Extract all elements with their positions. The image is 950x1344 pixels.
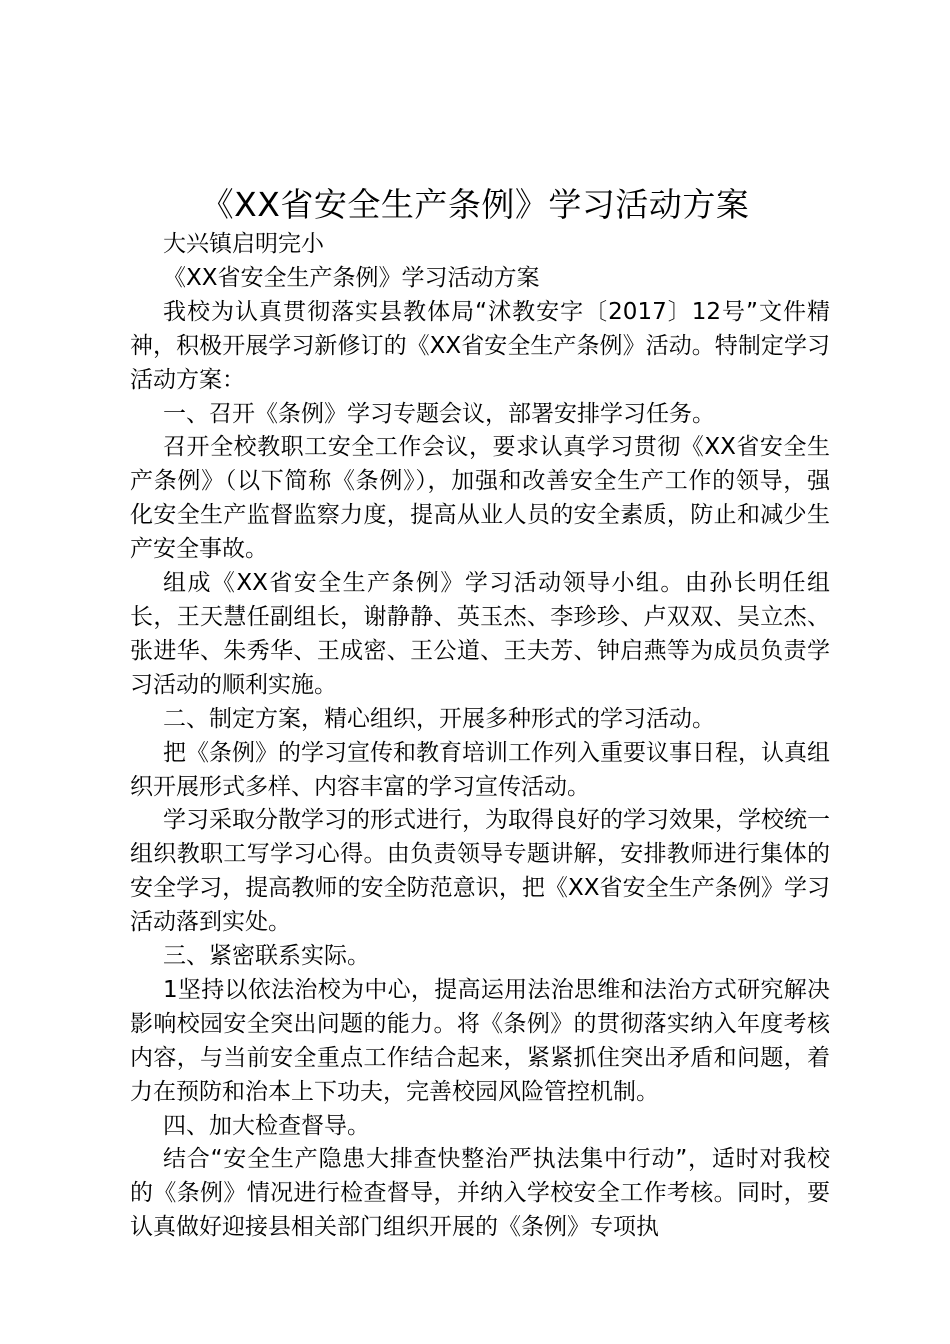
section-heading-4: 四、加大检查督导。 bbox=[163, 1112, 370, 1139]
subtitle: 《XX省安全生产条例》学习活动方案 bbox=[163, 264, 540, 291]
paragraph: 召开全校教职工安全工作会议，要求认真学习贯彻《XX省安全生产条例》（以下简称《条例》），加强和改善安全生产工作的领导，强化安全生产监督监察力度，提高从业人员的安全素质，防止和减少生产安全事故。 bbox=[130, 434, 830, 563]
document-body bbox=[130, 228, 830, 1245]
section-heading-2: 二、制定方案，精心组织，开展多种形式的学习活动。 bbox=[163, 705, 715, 732]
paragraph: 学习采取分散学习的形式进行，为取得良好的学习效果，学校统一组织教职工写学习心得。由负责领导专题讲解，安排教师进行集体的安全学习，提高教师的安全防范意识，把《XX省安全生产条例》学习活动落到实处。 bbox=[130, 807, 830, 936]
paragraph: 把《条例》的学习宣传和教育培训工作列入重要议事日程，认真组织开展形式多样、内容丰富的学习宣传活动。 bbox=[130, 739, 830, 800]
paragraph: 组成《XX省安全生产条例》学习活动领导小组。由孙长明任组长，王天慧任副组长，谢静静、英玉杰、李珍珍、卢双双、吴立杰、张进华、朱秀华、王成密、王公道、王夫芳、钟启燕等为成员负责学习活动的顺利实施。 bbox=[130, 570, 830, 698]
paragraph: 我校为认真贯彻落实县教体局“沭教安字〔2017〕12号”文件精神，积极开展学习新修订的《XX省安全生产条例》活动。特制定学习活动方案： bbox=[130, 298, 830, 393]
paragraph: 结合“安全生产隐患大排查快整治严执法集中行动”，适时对我校的《条例》情况进行检查督导，并纳入学校安全工作考核。同时，要认真做好迎接县相关部门组织开展的《条例》专项执 bbox=[130, 1146, 830, 1241]
document-title: 《XX省安全生产条例》学习活动方案 bbox=[200, 185, 750, 224]
section-heading-1: 一、召开《条例》学习专题会议，部署安排学习任务。 bbox=[163, 400, 715, 427]
section-heading-3: 三、紧密联系实际。 bbox=[163, 943, 370, 970]
paragraph: 1坚持以依法治校为中心，提高运用法治思维和法治方式研究解决影响校园安全突出问题的能力。将《条例》的贯彻落实纳入年度考核内容，与当前安全重点工作结合起来，紧紧抓住突出矛盾和问题，着力在预防和治本上下功夫，完善校园风险管控机制。 bbox=[130, 976, 830, 1105]
school-name: 大兴镇启明完小 bbox=[163, 231, 324, 257]
